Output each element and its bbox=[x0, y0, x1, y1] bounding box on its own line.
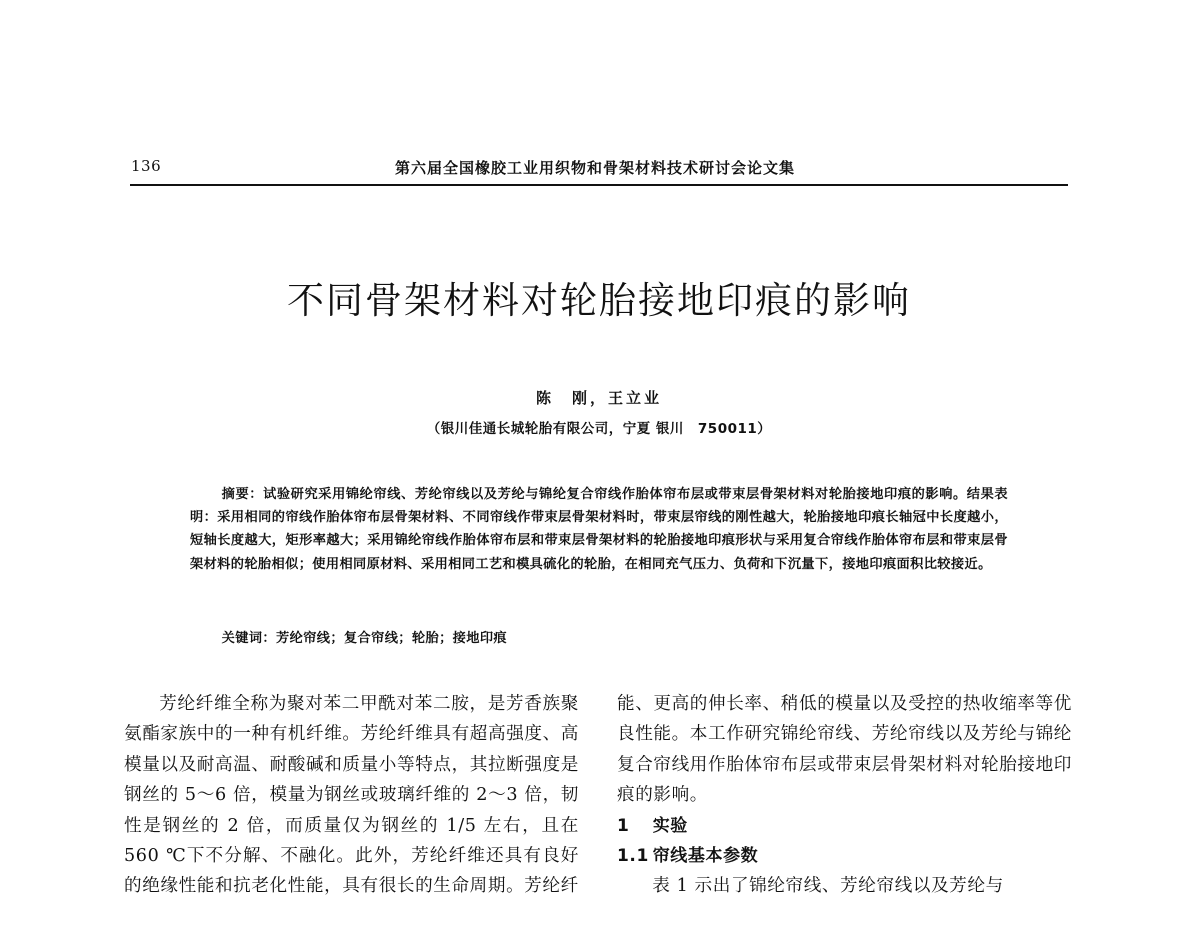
subsection-number: 1.1 bbox=[617, 846, 649, 867]
abstract: 摘要：试验研究采用锦纶帘线、芳纶帘线以及芳纶与锦纶复合帘线作胎体帘布层或带束层骨架材料对轮胎接地印痕的影响。结果表明：采用相同的帘线作胎体帘布层骨架材料、不同帘线作带束层骨架材料时，带束层帘线的刚性越大，轮胎接地印痕长轴冠中长度越小，短轴长度越大，矩形率越大；采用锦纶帘线作胎体帘布层和带束层骨架材料的轮胎接地印痕形状与采用复合帘线作胎体帘布层和带束层骨架材料的轮胎相似；使用相同原材料、采用相同工艺和模具硫化的轮胎，在相同充气压力、负荷和下沉量下，接地印痕面积比较接近。 bbox=[190, 487, 1008, 572]
body-paragraph-2: 表 1 示出了锦纶帘线、芳纶帘线以及芳纶与 bbox=[652, 876, 1004, 897]
keywords: 关键词：芳纶帘线；复合帘线；轮胎；接地印痕 bbox=[221, 631, 508, 646]
right-column bbox=[617, 689, 1072, 902]
running-head: 第六届全国橡胶工业用织物和骨架材料技术研讨会论文集 bbox=[394, 159, 795, 177]
authors: 陈 刚，王立业 bbox=[535, 389, 662, 407]
subsection-title: 帘线基本参数 bbox=[652, 846, 759, 867]
paper-title: 不同骨架材料对轮胎接地印痕的影响 bbox=[287, 279, 911, 322]
section-title: 实验 bbox=[652, 815, 688, 836]
body-paragraph-continued: 能、更高的伸长率、稍低的模量以及受控的热收缩率等优良性能。本工作研究锦纶帘线、芳纶帘线以及芳纶与锦纶复合帘线用作胎体帘布层或带束层骨架材料对轮胎接地印痕的影响。 bbox=[617, 694, 1072, 806]
page-number: 136 bbox=[131, 157, 162, 175]
section-heading bbox=[617, 811, 1072, 841]
body-paragraph: 芳纶纤维全称为聚对苯二甲酰对苯二胺，是芳香族聚氨酯家族中的一种有机纤维。芳纶纤维具有超高强度、高模量以及耐高温、耐酸碱和质量小等特点，其拉断强度是钢丝的 5～6 倍，模量为钢丝或玻璃纤维的 2～3 倍，韧性是钢丝的 2 倍，而质量仅为钢丝的 1/5 左右，且在 560 ℃下不分解、不融化。此外，芳纶纤维还具有良好的绝缘性能和抗老化性能，具有很长的生命周期。芳纶纤 bbox=[124, 694, 579, 897]
affiliation: （银川佳通长城轮胎有限公司，宁夏 银川 750011） bbox=[426, 421, 772, 437]
left-column bbox=[124, 689, 579, 902]
subsection-heading bbox=[617, 841, 1072, 871]
section-number: 1 bbox=[617, 815, 630, 836]
header-rule bbox=[130, 184, 1068, 186]
